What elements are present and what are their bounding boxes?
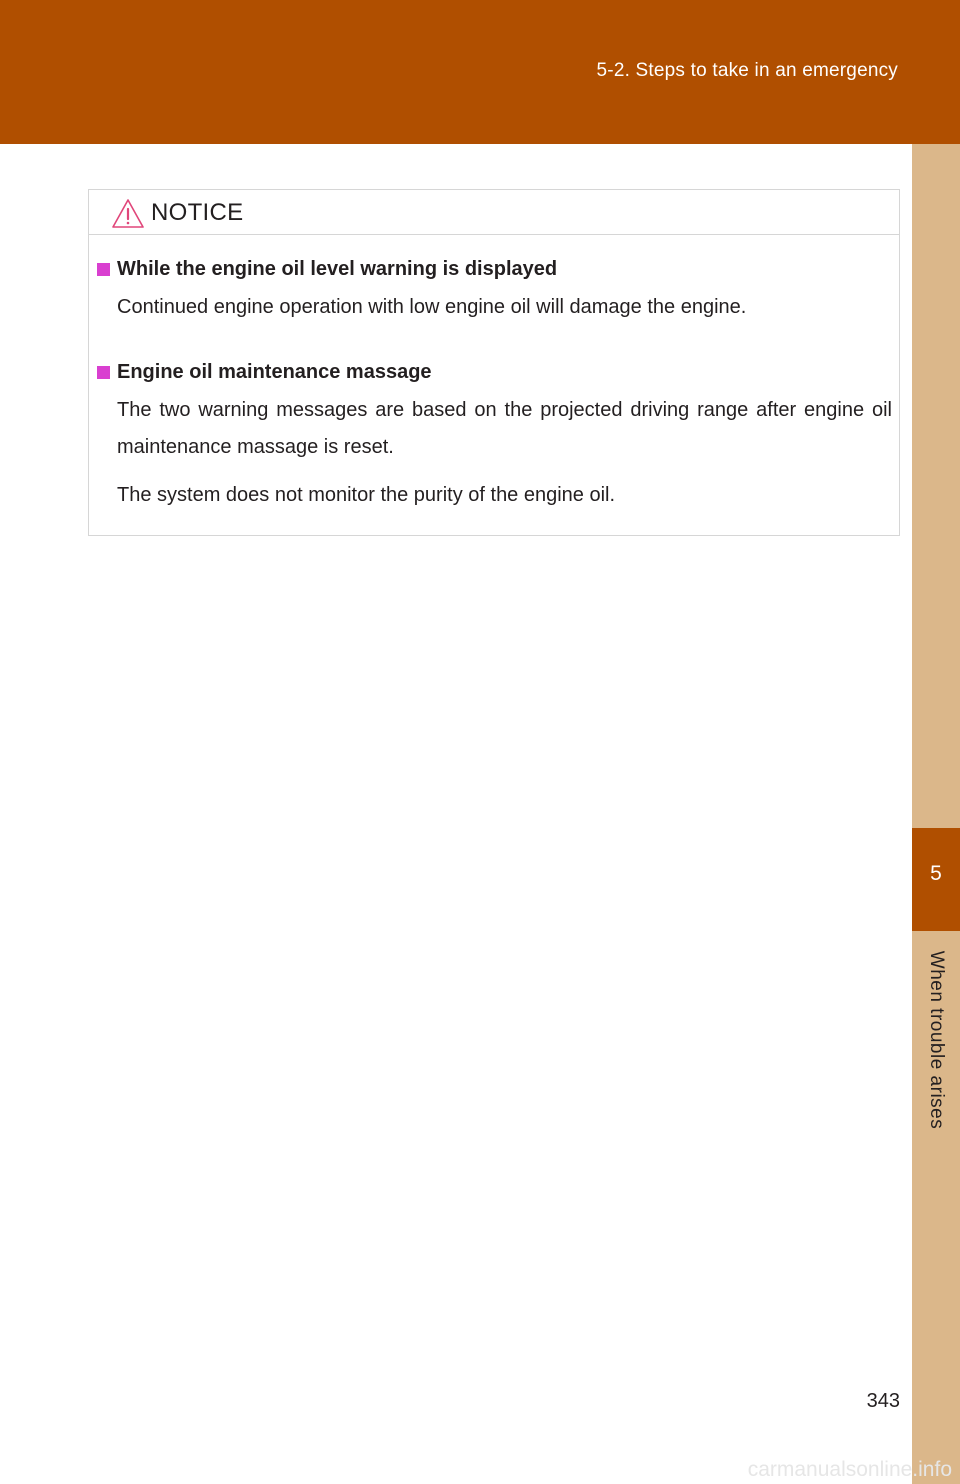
- notice-section-oil-level-warning: [97, 256, 892, 326]
- chapter-title: When trouble arises: [926, 950, 947, 1130]
- notice-header: [89, 190, 899, 235]
- page-number: 343: [866, 1390, 900, 1412]
- section-paragraph: The two warning messages are based on the projected driving range after engine oil maintenance massage is reset.: [117, 399, 892, 458]
- section-heading: [97, 256, 892, 282]
- chapter-number: 5: [930, 862, 942, 885]
- warning-triangle-icon: [111, 198, 145, 229]
- section-title: 5-2. Steps to take in an emergency: [596, 60, 898, 81]
- notice-section-oil-maintenance: [97, 359, 892, 514]
- notice-box: [88, 189, 900, 536]
- watermark: carmanualsonline.info: [747, 1458, 952, 1481]
- header-band: [0, 0, 960, 144]
- side-strip: [912, 144, 960, 1484]
- section-heading: [97, 359, 892, 385]
- section-heading-text: While the engine oil level warning is displayed: [117, 258, 558, 280]
- notice-label: NOTICE: [151, 199, 244, 226]
- square-bullet-icon: [97, 366, 110, 379]
- section-paragraph: Continued engine operation with low engine oil will damage the engine.: [117, 296, 747, 318]
- square-bullet-icon: [97, 263, 110, 276]
- section-paragraph: The system does not monitor the purity of the engine oil.: [117, 484, 616, 506]
- section-heading-text: Engine oil maintenance massage: [117, 361, 432, 383]
